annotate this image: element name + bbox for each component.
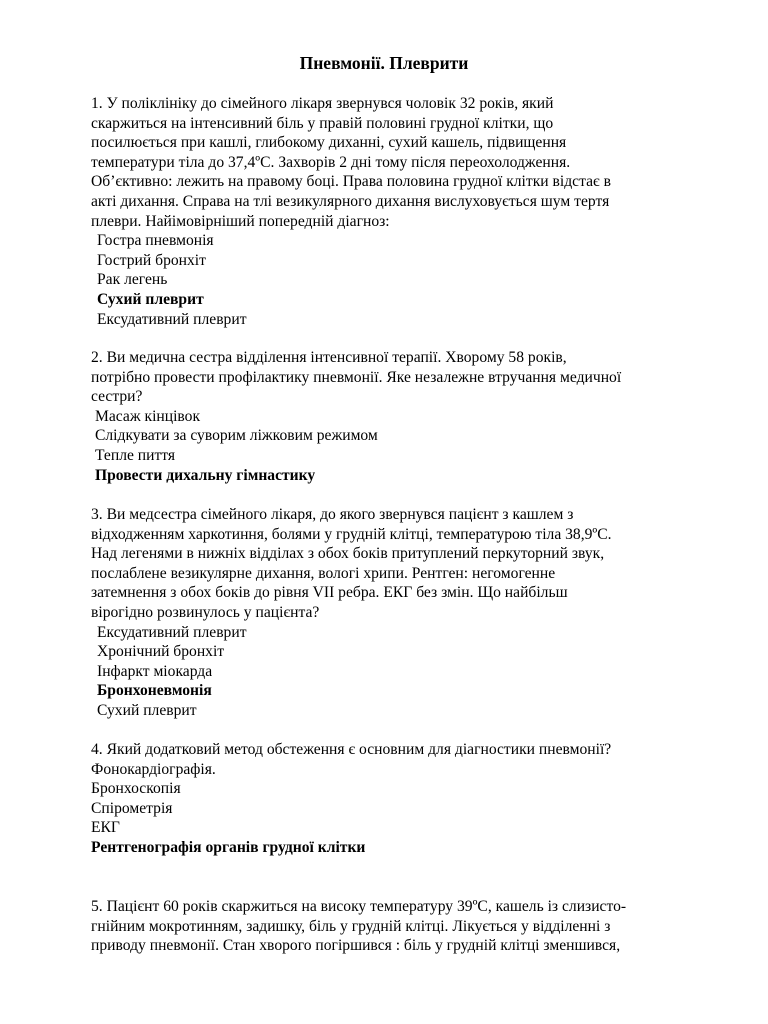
question-4-option-3: Спірометрія (91, 799, 173, 817)
question-1-option-3: Рак легень (97, 271, 168, 289)
question-3-option-5: Сухий плеврит (97, 701, 197, 719)
question-5-stem: 5. Пацієнт 60 років скаржиться на високу температуру 39ºС, кашель із слизисто- гнійним мокротинням, задишку, біль у грудній клітці. Лікується у відділенні з приводу пневмонії. Стан хворого погіршився : біль у грудній клітці зменшився, (91, 898, 627, 955)
question-1-option-5: Ексудативний плеврит (97, 310, 247, 328)
document-title: Пневмонії. Плеврити (299, 53, 469, 73)
question-4-option-1: Фонокардіографія. (91, 760, 216, 778)
question-3-option-2: Хронічний бронхіт (97, 643, 225, 661)
question-5 (91, 897, 731, 956)
question-1 (91, 94, 731, 329)
question-1-option-2: Гострий бронхіт (97, 251, 206, 269)
question-3 (91, 505, 731, 721)
question-3-option-1: Ексудативний плеврит (97, 623, 247, 641)
question-3-option-4-correct: Бронхоневмонія (97, 682, 212, 700)
question-4-option-4: ЕКГ (91, 819, 120, 837)
question-3-option-3: Інфаркт міокарда (97, 662, 213, 680)
question-1-option-1: Гостра пневмонія (97, 232, 214, 250)
question-3-stem: 3. Ви медсестра сімейного лікаря, до якого звернувся пацієнт з кашлем з відходженням харкотиння, болями у грудній клітці, температурою тіла 38,9ºС. Над легенями в нижніх відділах з обох боків притуплений перкуторний звук, послаблене везикулярне дихання, вологі хрипи. Рентген: негомогенне затемнення з обох боків до рівня VII ребра. ЕКГ без змін. Що найбільш вірогідно розвинулось у пацієнта? (91, 506, 612, 621)
question-2-option-2: Слідкувати за суворим ліжковим режимом (95, 427, 378, 445)
question-4-stem: 4. Який додатковий метод обстеження є основним для діагностики пневмонії? (91, 741, 612, 758)
question-4-option-5-correct: Рентгенографія органів грудної клітки (91, 838, 366, 856)
question-1-option-4-correct: Сухий плеврит (97, 290, 204, 308)
question-4 (91, 740, 731, 858)
question-2-option-1: Масаж кінцівок (95, 407, 201, 425)
question-4-option-2: Бронхоскопія (91, 780, 181, 798)
question-2-option-4-correct: Провести дихальну гімнастику (95, 466, 316, 484)
question-2-option-3: Тепле пиття (95, 446, 176, 464)
question-2-stem: 2. Ви медична сестра відділення інтенсивної терапії. Хворому 58 років, потрібно провести профілактику пневмонії. Яке незалежне втручання медичної сестри? (91, 349, 622, 406)
question-2 (91, 348, 731, 485)
question-1-stem: 1. У поліклініку до сімейного лікаря звернувся чоловік 32 років, який скаржиться на інтенсивний біль у правій половині грудної клітки, що посилюється при кашлі, глибокому диханні, сухий кашель, підвищення температури тіла до 37,4ºС. Захворів 2 дні тому після переохолодження. Об’єктивно: лежить на правому боці. Права половина грудної клітки відстає в акті дихання. Справа на тлі везикулярного дихання вислуховується шум тертя плеври. Найімовірніший попередній діагноз: (91, 95, 611, 230)
